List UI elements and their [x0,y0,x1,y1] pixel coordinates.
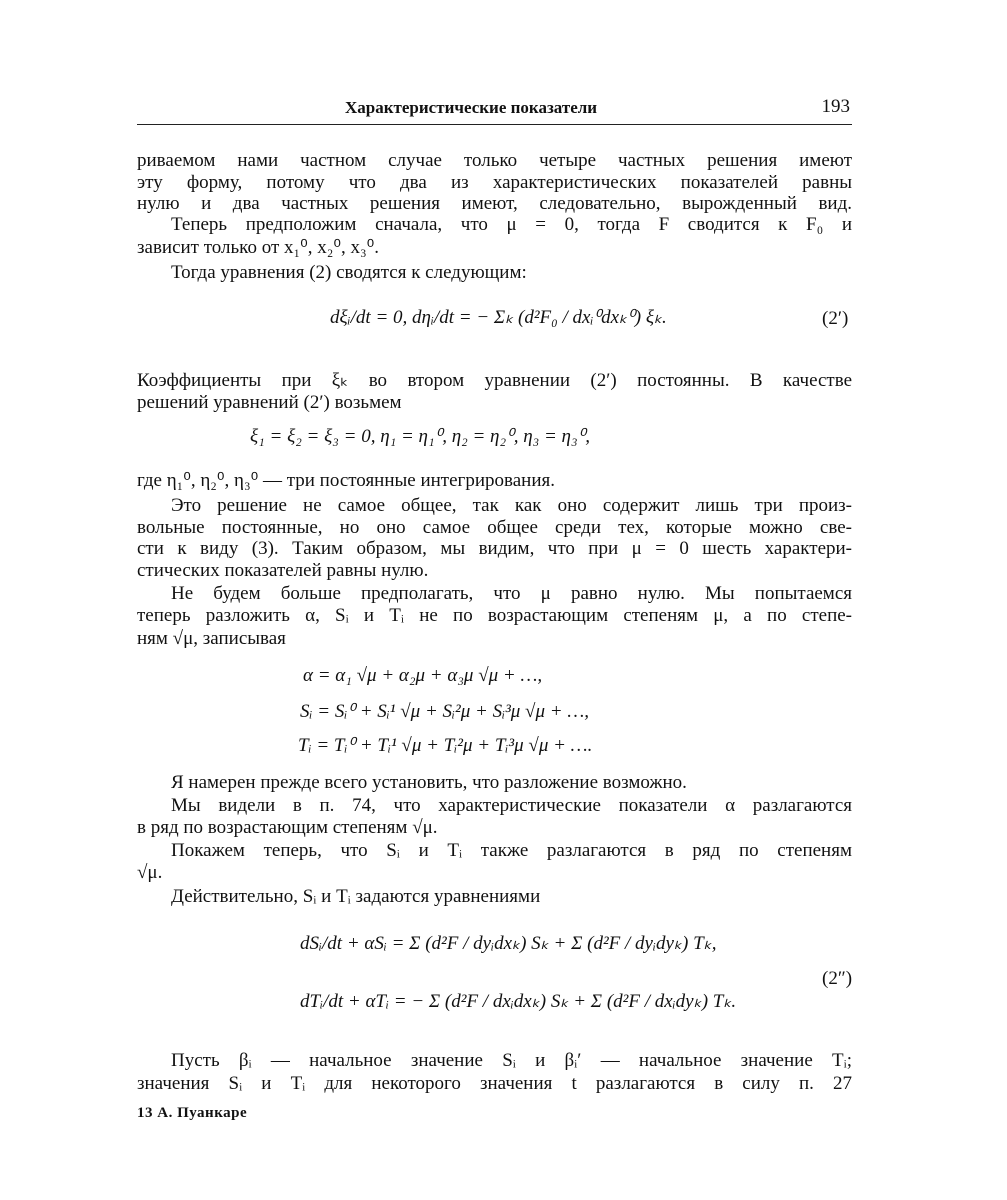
equation-constants: ξ₁ = ξ₂ = ξ₃ = 0, η₁ = η₁⁰, η₂ = η₂⁰, η₃ = η₃⁰, [250,426,590,447]
text-line: стических показателей равны нулю. [137,560,429,581]
text-line: значения Sᵢ и Tᵢ для некоторого значения t разлагаются в силу п. 27 [137,1073,852,1094]
equation-label: (2″) [822,968,853,989]
text-line: Покажем теперь, что Sᵢ и Tᵢ также разлагаются в ряд по степеням [171,840,852,861]
text-line: √μ. [137,862,163,883]
text-line: сти к виду (3). Таким образом, мы видим, что при μ = 0 шесть характери- [137,538,852,559]
text-line: теперь разложить α, Sᵢ и Tᵢ не по возрастающим степеням μ, а по степе- [137,605,852,626]
printer-signature: 13 А. Пуанкаре [137,1105,248,1121]
page-header [137,96,852,125]
text-line: где η₁⁰, η₂⁰, η₃⁰ — три постоянные интегрирования. [137,470,555,491]
page-number: 193 [821,96,850,117]
text-line: Мы видели в п. 74, что характеристические показатели α разлагаются [171,795,852,816]
equation-2-prime: dξᵢ/dt = 0, dηᵢ/dt = − Σₖ (d²F₀ / dxᵢ⁰dxₖ⁰) ξₖ. [330,307,667,328]
equation-2-double-prime-s: dSᵢ/dt + αSᵢ = Σ (d²F / dyᵢdxₖ) Sₖ + Σ (d²F / dyᵢdyₖ) Tₖ, [300,933,717,954]
text-line: решений уравнений (2′) возьмем [137,392,402,413]
text-line: Теперь предположим сначала, что μ = 0, тогда F сводится к F₀ и [171,214,852,235]
text-line: Пусть βᵢ — начальное значение Sᵢ и βᵢ′ — начальное значение Tᵢ; [171,1050,852,1071]
running-title: Характеристические показатели [345,98,598,117]
text-line: Не будем больше предполагать, что μ равно нулю. Мы попытаемся [171,583,852,604]
text-line: Коэффициенты при ξₖ во втором уравнении (2′) постоянны. В качестве [137,370,852,391]
series-s: Sᵢ = Sᵢ⁰ + Sᵢ¹ √μ + Sᵢ²μ + Sᵢ³μ √μ + …, [300,701,589,722]
text-line: нулю и два частных решения имеют, следовательно, вырожденный вид. [137,193,852,214]
text-line: зависит только от x₁⁰, x₂⁰, x₃⁰. [137,237,379,258]
text-line: Я намерен прежде всего установить, что разложение возможно. [171,772,687,793]
text-line: эту форму, потому что два из характеристических показателей равны [137,172,852,193]
text-line: ням √μ, записывая [137,628,286,649]
text-line: риваемом нами частном случае только четыре частных решения имеют [137,150,852,171]
series-alpha: α = α₁ √μ + α₂μ + α₃μ √μ + …, [303,665,543,686]
text-line: Тогда уравнения (2) сводятся к следующим: [171,262,527,283]
text-line: Это решение не самое общее, так как оно содержит лишь три произ- [171,495,852,516]
text-line: вольные постоянные, но оно самое общее среди тех, которые можно све- [137,517,852,538]
text-line: в ряд по возрастающим степеням √μ. [137,817,438,838]
text-line: Действительно, Sᵢ и Tᵢ задаются уравнениями [171,886,541,907]
equation-label: (2′) [822,308,849,329]
equation-2-double-prime-t: dTᵢ/dt + αTᵢ = − Σ (d²F / dxᵢdxₖ) Sₖ + Σ (d²F / dxᵢdyₖ) Tₖ. [300,991,737,1012]
series-t: Tᵢ = Tᵢ⁰ + Tᵢ¹ √μ + Tᵢ²μ + Tᵢ³μ √μ + …. [298,735,593,756]
